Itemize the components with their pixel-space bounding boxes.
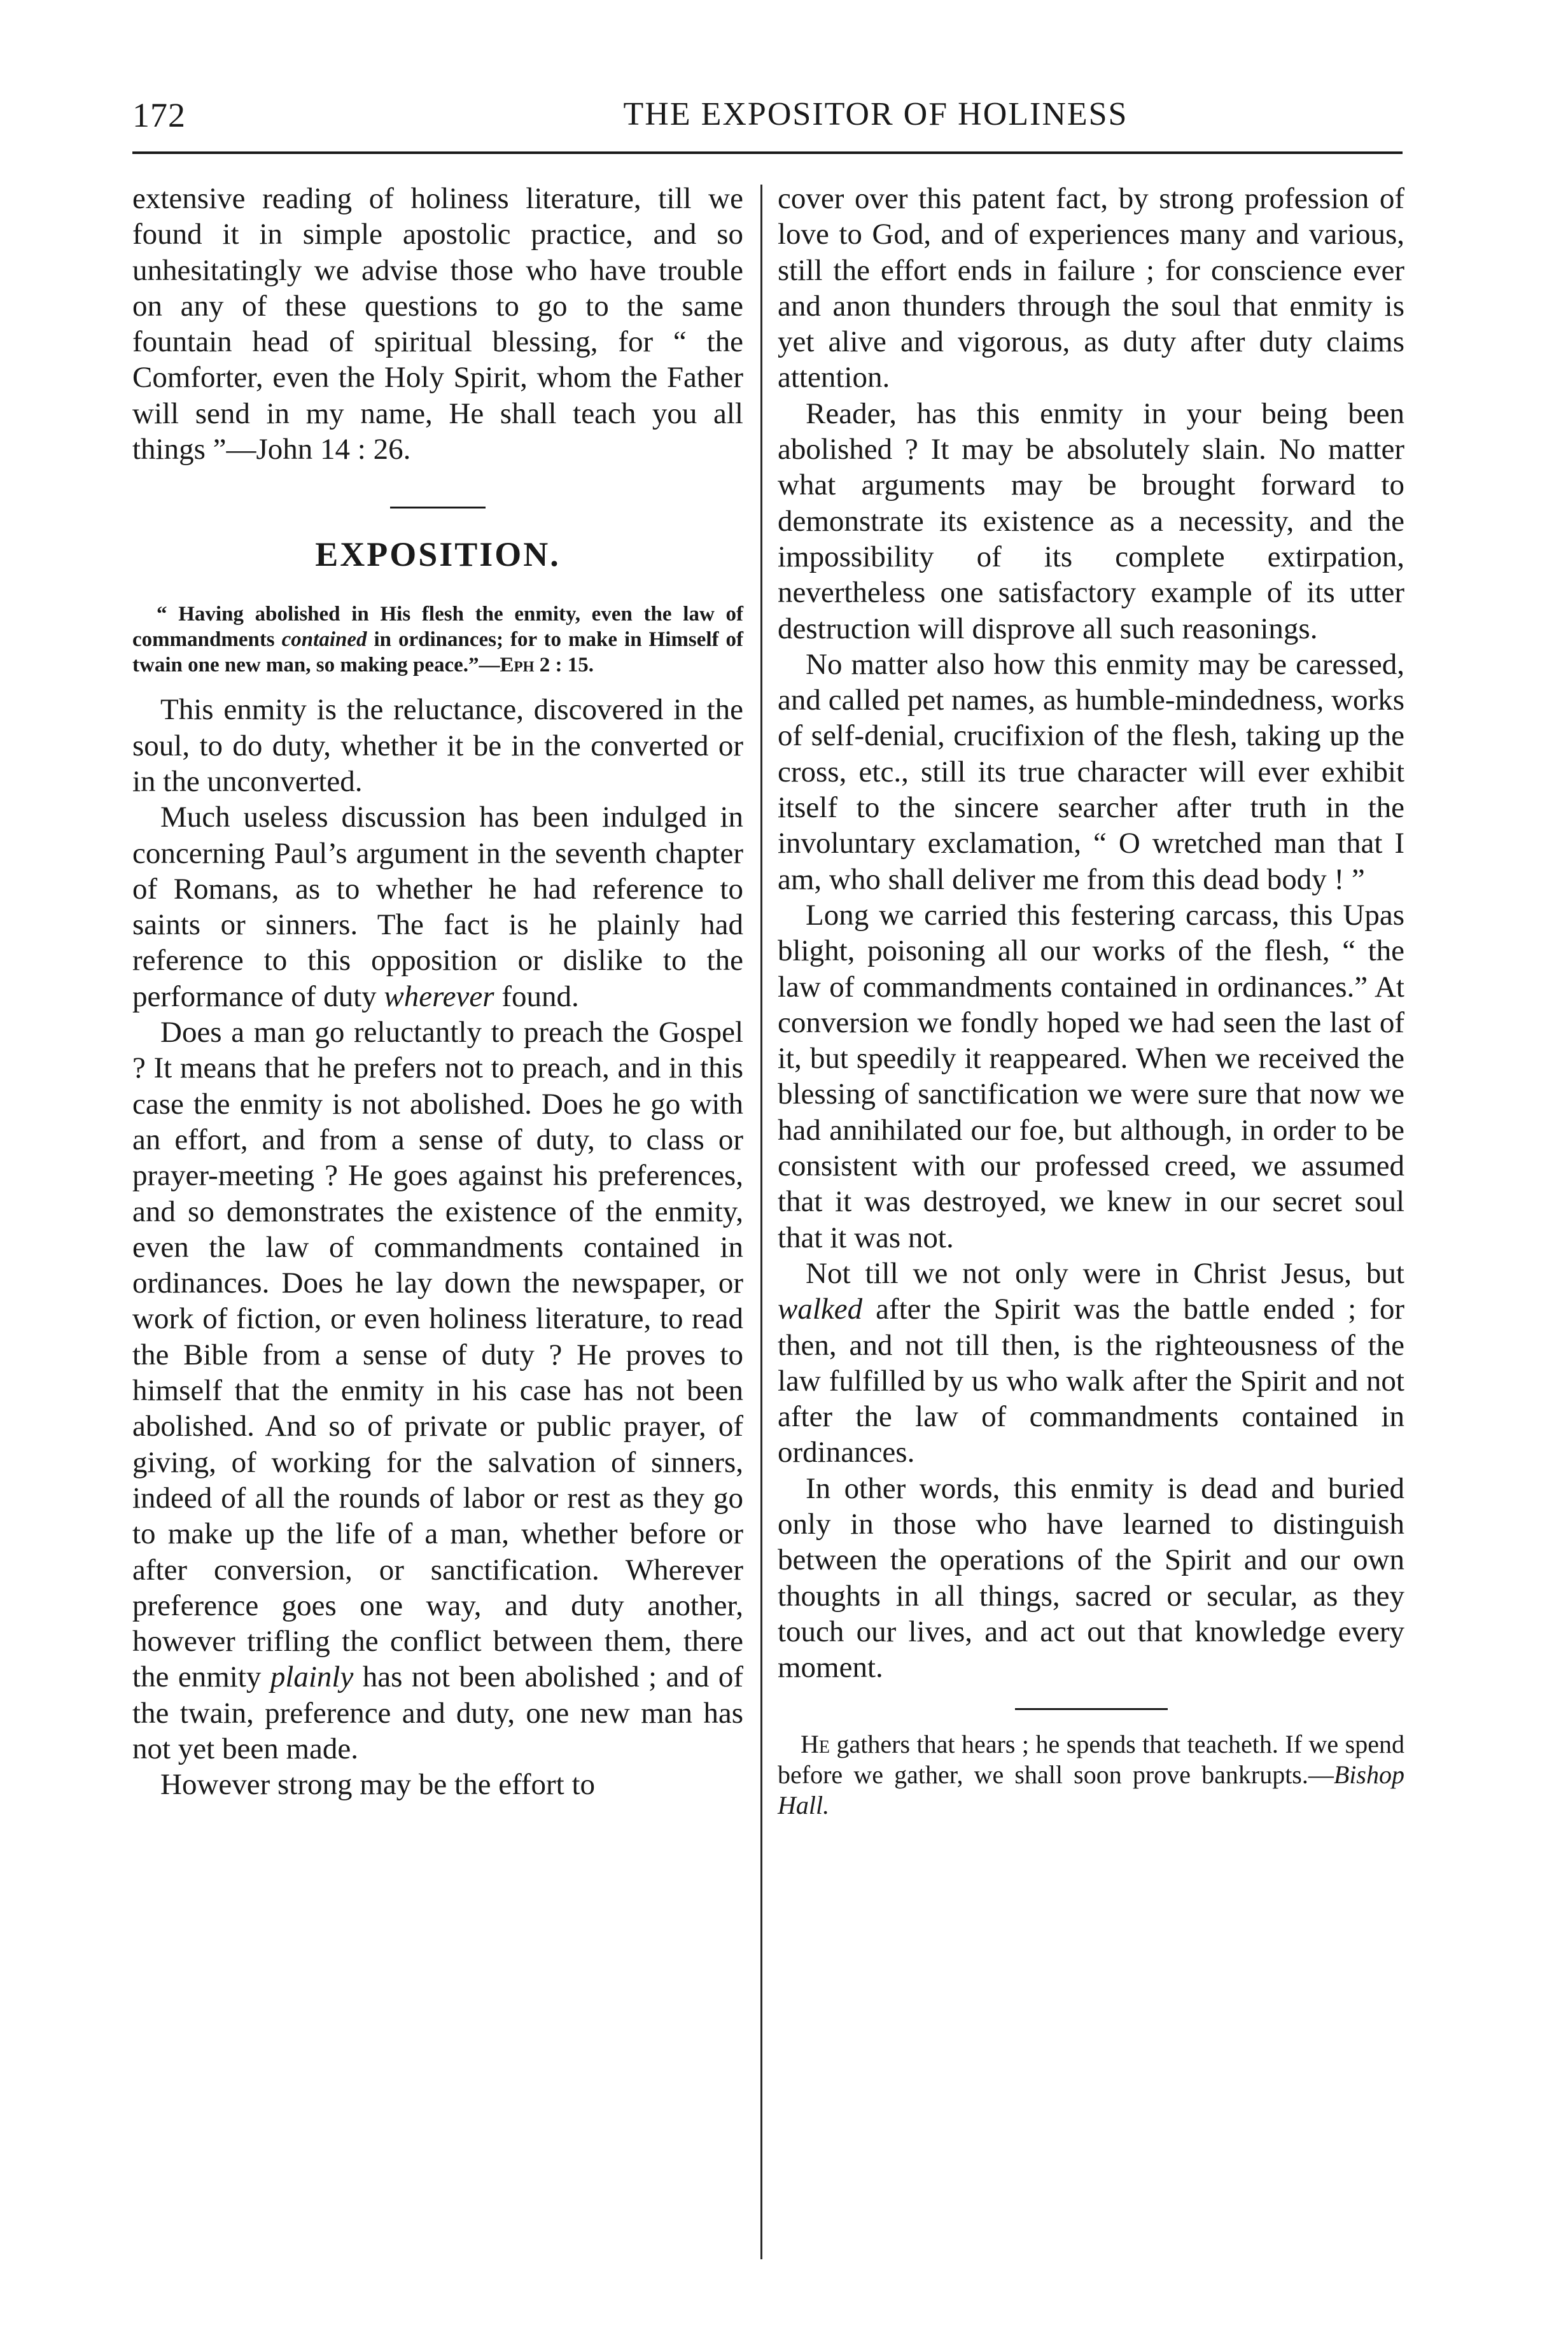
closing-quote-text: gathers that hears ; he spends that teacheth. If we spend before we gather, we shall soon prove bankrupts.— (778, 1730, 1404, 1790)
column-divider (760, 185, 762, 2259)
paragraph: However strong may be the effort to (160, 1768, 596, 1802)
paragraph: No matter also how this enmity may be caressed, and called pet names, as humble-mindedness, works of self-denial, crucifixion of the flesh, taking up the cross, etc., still its true character will ever exhibit itself to the sincere searcher after truth in the involuntary exclamation, “ O wretched man that I am, who shall deliver me from this dead body ! ” (778, 647, 1404, 896)
paragraph (132, 1014, 743, 1767)
header-rule (132, 151, 1403, 154)
paragraph-text: Does a man go reluctantly to preach the Gospel ? It means that he prefers not to preach, and in this case the enmity is not abolished. Does he go with an effort, and from a sense of duty, to class or prayer-meeting ? He goes against his preferences, and so demonstrates the existence of the enmity, even the law of commandments contained in ordinances. Does he lay down the newspaper, or work of fiction, or even holiness literature, to read the Bible from a sense of duty ? He proves to himself that the enmity in his case has not been abolished. And so of private or public prayer, of giving, of working for the salvation of sinners, indeed of all the rounds of labor or rest as they go to make up the life of a man, whether before or after conversion, or sanctification. Wherever preference goes one way, and duty another, however trifling the conflict between them, there the enmity (132, 1016, 743, 1694)
paragraph-italic: walked (778, 1293, 863, 1326)
paragraph-text-cont: found. (494, 979, 579, 1013)
right-column (778, 181, 1404, 1821)
epigraph-text-cont: in ordinances; for to make in Himself of twain one new man, so making peace.”— (132, 628, 743, 677)
section-heading: EXPOSITION. (315, 535, 561, 574)
epigraph (132, 601, 743, 678)
page-number: 172 (132, 96, 186, 134)
left-column (132, 181, 743, 1803)
paragraph-text: Not till we not only were in Christ Jesus, but (806, 1256, 1404, 1290)
epigraph-reference-verse: 2 : 15. (534, 654, 594, 677)
paragraph: In other words, this enmity is dead and buried only in those who have learned to distinguish between the operations of the Spirit and our own thoughts in all things, sacred or secular, as they touch our lives, and act out that knowledge every moment. (778, 1471, 1404, 1685)
paragraph-text-cont: has not been abolished ; and of the twain, preference and duty, one new man has not yet been made. (132, 1660, 743, 1765)
paragraph-italic: plainly (270, 1660, 354, 1694)
running-head (132, 95, 1403, 146)
paragraph: This enmity is the reluctance, discovered in the soul, to do duty, whether it be in the converted or in the unconverted. (132, 693, 743, 798)
closing-quote (778, 1729, 1404, 1821)
paragraph-text-cont: after the Spirit was the battle ended ; for then, and not till then, is the righteousness of the law fulfilled by us who walk after the Spirit and not after the law of commandments contained in ordinances. (778, 1293, 1404, 1469)
paragraph: Long we carried this festering carcass, this Upas blight, poisoning all our works of the flesh, “ the law of commandments contained in ordinances.” At conversion we fondly hoped we had seen the last of it, but speedily it reappeared. When we received the blessing of sanctification we were sure that now we had annihilated our foe, but although, in order to be consistent with our professed creed, we assumed that it was destroyed, we knew in our secret soul that it was not. (778, 898, 1404, 1254)
continued-paragraph: cover over this patent fact, by strong profession of love to God, and of experiences many and various, still the effort ends in failure ; for conscience ever and anon thunders through the soul that enmity is yet alive and vigorous, as duty after duty claims attention. (778, 182, 1404, 395)
paragraph-italic: wherever (384, 979, 494, 1013)
epigraph-italic: contained (281, 628, 367, 652)
epigraph-reference-book: Eph (500, 654, 535, 677)
paragraph: Reader, has this enmity in your being been abolished ? It may be absolutely slain. No matter what arguments may be brought forward to demonstrate its existence as a necessity, and the impossibility of its complete extirpation, nevertheless one satisfactory example of its utter destruction will disprove all such reasonings. (778, 396, 1404, 645)
epigraph-text: “ Having abolished in His flesh the enmity, even the law of commandments (132, 603, 743, 652)
section-rule (390, 507, 486, 508)
paragraph (132, 799, 743, 1014)
intro-paragraph: extensive reading of holiness literature, till we found it in simple apostolic practice, and so unhesitatingly we advise those who have trouble on any of these questions to go to the same fountain head of spiritual blessing, for “ the Comforter, even the Holy Spirit, whom the Father will send in my name, He shall teach you all things ”—John 14 : 26. (132, 182, 743, 466)
closing-quote-lead: He (801, 1730, 830, 1759)
quote-rule (1015, 1708, 1168, 1710)
paragraph-text: Much useless discussion has been indulged in concerning Paul’s argument in the seventh chapter of Romans, as to whether he had reference to saints or sinners. The fact is he plainly had reference to this opposition or dislike to the performance of duty (132, 801, 743, 1013)
journal-title: THE EXPOSITOR OF HOLINESS (623, 96, 1128, 132)
paragraph (778, 1256, 1404, 1471)
closing-quote-attribution: Bishop Hall. (778, 1760, 1404, 1820)
